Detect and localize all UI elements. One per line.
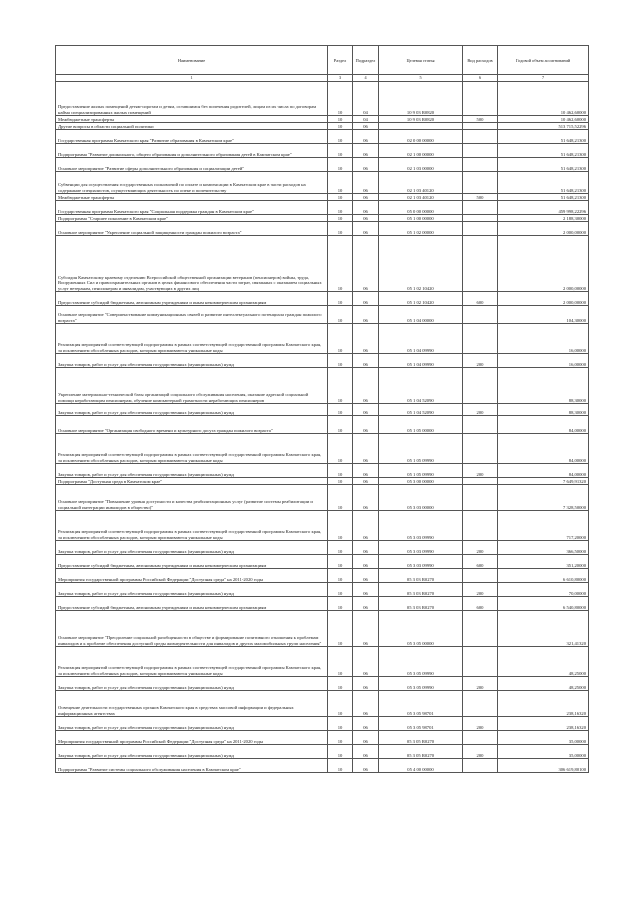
row-expense-type <box>463 611 498 647</box>
row-name: Закупка товаров, работ и услуг для обеспечения государственных (муниципальных) нужд <box>56 464 328 478</box>
row-name: Межбюджетные трансферты <box>56 194 328 201</box>
row-total: 51 648,21300 <box>498 194 589 201</box>
row-name: Укрепление материально-технической базы организаций социального обслуживания населения, оказание адресной социальной помощи неработающим пенсионерам, обучение компьютерной грамотности неработающих пенсионеров <box>56 368 328 404</box>
row-total: 10 462,60000 <box>498 82 589 116</box>
column-number: 1 <box>56 75 328 82</box>
row-total: 238,16320 <box>498 717 589 731</box>
row-subsection: 06 <box>353 368 379 404</box>
row-name: Закупка товаров, работ и услуг для обеспечения государственных (муниципальных) нужд <box>56 745 328 759</box>
row-expense-type <box>463 416 498 434</box>
row-name: Основное мероприятие "Повышение уровня доступности и качества реабилитационных услуг (развитие системы реабилитации и социальной интеграции инвалидов в общество)" <box>56 485 328 511</box>
row-section: 10 <box>328 172 353 194</box>
row-subsection: 06 <box>353 324 379 354</box>
header-subsection: Подраздел <box>353 46 379 75</box>
row-subsection: 06 <box>353 677 379 691</box>
row-name: Закупка товаров, работ и услуг для обеспечения государственных (муниципальных) нужд <box>56 677 328 691</box>
table-row <box>56 215 589 222</box>
table-row <box>56 759 589 773</box>
row-subsection: 06 <box>353 236 379 292</box>
row-total: 88,30000 <box>498 368 589 404</box>
row-name: Межбюджетные трансферты <box>56 116 328 123</box>
row-target-article: 05 1 04 52090 <box>379 404 463 416</box>
row-subsection: 06 <box>353 485 379 511</box>
row-name: Подпрограмма "Развитие дошкольного, общего образования и дополнительного образования детей в Камчатском крае" <box>56 144 328 158</box>
row-section: 10 <box>328 368 353 404</box>
table-row <box>56 555 589 569</box>
row-target-article: 05 1 04 00000 <box>379 306 463 324</box>
row-expense-type: 500 <box>463 194 498 201</box>
row-target-article: 05 1 02 10420 <box>379 292 463 306</box>
column-number: 5 <box>379 75 463 82</box>
row-name: Основное мероприятие "Развитие сферы дополнительного образования и социализации детей" <box>56 158 328 172</box>
row-subsection: 06 <box>353 691 379 717</box>
row-total: 2 000,00000 <box>498 222 589 236</box>
row-target-article: 05 3 03 09990 <box>379 511 463 541</box>
header-target-article: Целевая статья <box>379 46 463 75</box>
row-total: 366,50000 <box>498 541 589 555</box>
table-row <box>56 324 589 354</box>
row-target-article: 10 9 03 R0820 <box>379 116 463 123</box>
row-name: Закупка товаров, работ и услуг для обеспечения государственных (муниципальных) нужд <box>56 404 328 416</box>
row-name: Субвенции для осуществления государственных полномочий по оплате и компенсации в Камчатском крае в части расходов на содержание специалистов, осуществляющих деятельность по опеке и попечительству <box>56 172 328 194</box>
budget-table <box>55 45 589 773</box>
row-name: Мероприятия государственной программы Российской Федерации "Доступная среда" на 2011-2020 годы <box>56 569 328 583</box>
row-subsection: 06 <box>353 745 379 759</box>
row-name: Реализация мероприятий соответствующей подпрограммы в рамках соответствующей государственной программы Камчатского края, за исключением обособленных расходов, которым присваиваются уникальные коды <box>56 511 328 541</box>
row-subsection: 06 <box>353 201 379 215</box>
row-subsection: 06 <box>353 555 379 569</box>
row-total: 48,25000 <box>498 647 589 677</box>
row-total: 7 649,91320 <box>498 478 589 485</box>
row-target-article <box>379 123 463 130</box>
row-subsection: 06 <box>353 759 379 773</box>
table-row <box>56 222 589 236</box>
row-subsection: 06 <box>353 292 379 306</box>
row-target-article: 05 4 00 00000 <box>379 759 463 773</box>
row-name: Основное мероприятие "Совершенствование коммуникационных связей и развитие интеллектуального потенциала граждан пожилого возраста" <box>56 306 328 324</box>
row-section: 10 <box>328 583 353 597</box>
row-section: 10 <box>328 434 353 464</box>
row-expense-type <box>463 569 498 583</box>
row-target-article: 05 1 02 00000 <box>379 222 463 236</box>
row-section: 10 <box>328 144 353 158</box>
row-section: 10 <box>328 611 353 647</box>
row-section: 10 <box>328 485 353 511</box>
table-row <box>56 597 589 611</box>
row-total: 513 715,52296 <box>498 123 589 130</box>
row-total: 84,00000 <box>498 416 589 434</box>
row-section: 10 <box>328 130 353 144</box>
row-expense-type <box>463 82 498 116</box>
row-target-article: 02 1 03 40120 <box>379 172 463 194</box>
row-subsection: 06 <box>353 583 379 597</box>
row-total: 35,00000 <box>498 745 589 759</box>
row-name: Основное мероприятие "Укрепление социальной защищенности граждан пожилого возраста" <box>56 222 328 236</box>
row-total: 459 998,22296 <box>498 201 589 215</box>
row-expense-type <box>463 130 498 144</box>
row-name: Другие вопросы в области социальной политики <box>56 123 328 130</box>
row-total: 51 648,21300 <box>498 130 589 144</box>
row-subsection: 06 <box>353 215 379 222</box>
row-target-article: 05 3 03 R0270 <box>379 597 463 611</box>
row-section: 10 <box>328 201 353 215</box>
row-name: Освещение деятельности государственных органов Камчатского края в средствах массовой информации и федеральных информационных агентствах <box>56 691 328 717</box>
column-number: 6 <box>463 75 498 82</box>
table-row <box>56 158 589 172</box>
row-subsection: 06 <box>353 717 379 731</box>
table-row <box>56 130 589 144</box>
row-section: 10 <box>328 222 353 236</box>
row-expense-type <box>463 691 498 717</box>
row-name: Закупка товаров, работ и услуг для обеспечения государственных (муниципальных) нужд <box>56 354 328 368</box>
row-expense-type <box>463 201 498 215</box>
row-target-article: 05 3 05 09990 <box>379 647 463 677</box>
table-row <box>56 82 589 116</box>
row-total: 51 648,21300 <box>498 144 589 158</box>
header-total: Годовой объем ассигнований <box>498 46 589 75</box>
row-total: 70,00000 <box>498 583 589 597</box>
row-expense-type <box>463 144 498 158</box>
row-section: 10 <box>328 759 353 773</box>
table-row <box>56 368 589 404</box>
table-row <box>56 434 589 464</box>
row-subsection: 06 <box>353 611 379 647</box>
row-total: 321,41320 <box>498 611 589 647</box>
table-row <box>56 677 589 691</box>
column-number: 7 <box>498 75 589 82</box>
table-row <box>56 464 589 478</box>
row-target-article: 05 3 00 00000 <box>379 478 463 485</box>
row-section: 10 <box>328 324 353 354</box>
row-expense-type: 200 <box>463 745 498 759</box>
row-expense-type <box>463 647 498 677</box>
column-number: 3 <box>328 75 353 82</box>
row-target-article: 05 3 03 R0270 <box>379 583 463 597</box>
row-section: 10 <box>328 677 353 691</box>
row-subsection: 04 <box>353 82 379 116</box>
column-number-row <box>56 75 589 82</box>
row-target-article: 02 1 03 40120 <box>379 194 463 201</box>
table-row <box>56 511 589 541</box>
row-subsection: 06 <box>353 597 379 611</box>
row-section: 10 <box>328 731 353 745</box>
row-section: 10 <box>328 511 353 541</box>
row-section: 10 <box>328 478 353 485</box>
row-name: Предоставление субсидий бюджетным, автономным учреждениям и иным некоммерческим организациям <box>56 555 328 569</box>
row-target-article: 10 9 03 R0820 <box>379 82 463 116</box>
row-expense-type <box>463 306 498 324</box>
row-name: Реализация мероприятий соответствующей подпрограммы в рамках соответствующей государственной программы Камчатского края, за исключением обособленных расходов, которым присваиваются уникальные коды <box>56 647 328 677</box>
row-section: 10 <box>328 647 353 677</box>
row-section: 10 <box>328 123 353 130</box>
table-row <box>56 745 589 759</box>
row-name: Государственная программа Камчатского края "Развитие образования в Камчатском крае" <box>56 130 328 144</box>
row-target-article: 05 1 04 09990 <box>379 354 463 368</box>
row-total: 238,16320 <box>498 691 589 717</box>
row-expense-type <box>463 215 498 222</box>
row-name: Основное мероприятие "Организация свободного времени и культурного досуга граждан пожилого возраста" <box>56 416 328 434</box>
row-subsection: 06 <box>353 731 379 745</box>
row-name: Субсидия Камчатскому краевому отделению Всероссийской общественной организации ветеранов (пенсионеров) войны, труда, Вооруженных Сил и правоохранительных органов в целях финансового обеспечения части затрат, связанных с оказанием социальных услуг ветеранам, пенсионерам и инвалидам, участвующих в других лиц <box>56 236 328 292</box>
row-section: 10 <box>328 569 353 583</box>
row-expense-type <box>463 485 498 511</box>
row-total: 717,20000 <box>498 511 589 541</box>
row-section: 10 <box>328 541 353 555</box>
row-target-article: 02 0 00 00000 <box>379 130 463 144</box>
row-section: 10 <box>328 404 353 416</box>
row-name: Предоставление жилых помещений детям-сиротам и детям, оставшимся без попечения родителей, лицам из их числа по договорам найма специализированных жилых помещений <box>56 82 328 116</box>
table-row <box>56 541 589 555</box>
row-target-article: 05 3 05 09990 <box>379 677 463 691</box>
row-section: 10 <box>328 82 353 116</box>
row-name: Основное мероприятие "Преодоление социальной разобщенности в обществе и формирование позитивного отношения к проблемам инвалидов и к проблеме обеспечения доступной среды жизнедеятельности для инвалидов и других маломобильных групп населения" <box>56 611 328 647</box>
table-header-row <box>56 46 589 75</box>
table-row <box>56 611 589 647</box>
row-expense-type: 200 <box>463 404 498 416</box>
column-number: 4 <box>353 75 379 82</box>
table-row <box>56 485 589 511</box>
row-name: Государственная программа Камчатского края "Социальная поддержка граждан в Камчатском крае" <box>56 201 328 215</box>
row-name: Закупка товаров, работ и услуг для обеспечения государственных (муниципальных) нужд <box>56 583 328 597</box>
row-expense-type <box>463 368 498 404</box>
table-row <box>56 194 589 201</box>
row-expense-type <box>463 222 498 236</box>
row-subsection: 06 <box>353 434 379 464</box>
row-expense-type <box>463 324 498 354</box>
row-expense-type: 200 <box>463 464 498 478</box>
row-name: Подпрограмма "Старшее поколение в Камчатском крае" <box>56 215 328 222</box>
row-total: 51 648,21300 <box>498 158 589 172</box>
row-target-article: 05 1 05 09990 <box>379 464 463 478</box>
row-expense-type <box>463 123 498 130</box>
row-target-article: 05 1 05 00000 <box>379 416 463 434</box>
row-name: Предоставление субсидий бюджетным, автономным учреждениям и иным некоммерческим организациям <box>56 597 328 611</box>
row-section: 10 <box>328 116 353 123</box>
row-total: 84,00000 <box>498 434 589 464</box>
row-subsection: 06 <box>353 354 379 368</box>
row-total: 16,00000 <box>498 354 589 368</box>
table-row <box>56 144 589 158</box>
row-total: 51 648,21300 <box>498 172 589 194</box>
row-expense-type <box>463 478 498 485</box>
table-row <box>56 691 589 717</box>
row-expense-type <box>463 759 498 773</box>
row-name: Подпрограмма "Развитие системы социального обслуживания населения в Камчатском крае" <box>56 759 328 773</box>
row-target-article: 05 1 04 09990 <box>379 324 463 354</box>
row-total: 16,00000 <box>498 324 589 354</box>
row-expense-type: 200 <box>463 541 498 555</box>
row-total: 48,25000 <box>498 677 589 691</box>
table-row <box>56 647 589 677</box>
row-target-article: 05 0 00 00000 <box>379 201 463 215</box>
row-expense-type <box>463 172 498 194</box>
row-subsection: 06 <box>353 569 379 583</box>
row-target-article: 05 3 03 R0270 <box>379 569 463 583</box>
row-expense-type: 500 <box>463 116 498 123</box>
row-section: 10 <box>328 717 353 731</box>
row-expense-type: 600 <box>463 555 498 569</box>
table-row <box>56 292 589 306</box>
row-target-article: 05 3 05 R0270 <box>379 731 463 745</box>
table-row <box>56 404 589 416</box>
row-subsection: 06 <box>353 158 379 172</box>
row-subsection: 04 <box>353 116 379 123</box>
row-target-article: 05 3 03 00000 <box>379 485 463 511</box>
row-name: Реализация мероприятий соответствующей подпрограммы в рамках соответствующей государственной программы Камчатского края, за исключением обособленных расходов, которым присваиваются уникальные коды <box>56 324 328 354</box>
table-row <box>56 569 589 583</box>
header-expense-type: Вид расходов <box>463 46 498 75</box>
row-expense-type: 600 <box>463 597 498 611</box>
row-expense-type: 200 <box>463 677 498 691</box>
row-expense-type <box>463 236 498 292</box>
row-expense-type <box>463 511 498 541</box>
row-name: Мероприятия государственной программы Российской Федерации "Доступная среда" на 2011-2020 годы <box>56 731 328 745</box>
row-expense-type: 200 <box>463 583 498 597</box>
row-section: 10 <box>328 354 353 368</box>
table-row <box>56 354 589 368</box>
row-section: 10 <box>328 215 353 222</box>
row-target-article: 05 3 03 09990 <box>379 555 463 569</box>
row-name: Подпрограмма "Доступная среда в Камчатском крае" <box>56 478 328 485</box>
row-subsection: 06 <box>353 306 379 324</box>
row-section: 10 <box>328 745 353 759</box>
table-row <box>56 731 589 745</box>
row-section: 10 <box>328 464 353 478</box>
row-subsection: 06 <box>353 144 379 158</box>
row-section: 10 <box>328 306 353 324</box>
row-target-article: 05 3 05 00000 <box>379 611 463 647</box>
table-row <box>56 717 589 731</box>
row-target-article: 05 1 02 10420 <box>379 236 463 292</box>
row-target-article: 02 1 00 00000 <box>379 144 463 158</box>
row-subsection: 06 <box>353 511 379 541</box>
row-section: 10 <box>328 691 353 717</box>
row-total: 351,20000 <box>498 555 589 569</box>
header-name: Наименование <box>56 46 328 75</box>
row-subsection: 06 <box>353 194 379 201</box>
row-expense-type <box>463 158 498 172</box>
row-target-article: 05 3 05 98701 <box>379 691 463 717</box>
row-target-article: 05 1 00 00000 <box>379 215 463 222</box>
table-row <box>56 236 589 292</box>
row-total: 7 328,50000 <box>498 485 589 511</box>
row-target-article: 05 3 05 R0270 <box>379 745 463 759</box>
row-target-article: 05 1 04 52090 <box>379 368 463 404</box>
row-subsection: 06 <box>353 478 379 485</box>
row-section: 10 <box>328 416 353 434</box>
row-target-article: 05 3 03 09990 <box>379 541 463 555</box>
row-total: 35,00000 <box>498 731 589 745</box>
row-total: 306 619,80100 <box>498 759 589 773</box>
row-target-article: 05 3 05 98701 <box>379 717 463 731</box>
row-total: 2 000,00000 <box>498 236 589 292</box>
row-section: 10 <box>328 236 353 292</box>
row-section: 10 <box>328 555 353 569</box>
row-total: 10 462,60000 <box>498 116 589 123</box>
row-total: 6 610,80000 <box>498 569 589 583</box>
row-subsection: 06 <box>353 172 379 194</box>
row-expense-type: 200 <box>463 717 498 731</box>
row-name: Закупка товаров, работ и услуг для обеспечения государственных (муниципальных) нужд <box>56 717 328 731</box>
row-subsection: 06 <box>353 130 379 144</box>
row-subsection: 06 <box>353 416 379 434</box>
row-total: 6 540,80000 <box>498 597 589 611</box>
row-target-article: 05 1 05 09990 <box>379 434 463 464</box>
row-total: 104,30000 <box>498 306 589 324</box>
table-row <box>56 116 589 123</box>
table-row <box>56 583 589 597</box>
table-row <box>56 478 589 485</box>
row-total: 2 000,00000 <box>498 292 589 306</box>
row-target-article: 02 1 03 00000 <box>379 158 463 172</box>
row-section: 10 <box>328 597 353 611</box>
row-expense-type <box>463 434 498 464</box>
row-subsection: 06 <box>353 123 379 130</box>
row-subsection: 06 <box>353 222 379 236</box>
row-name: Реализация мероприятий соответствующей подпрограммы в рамках соответствующей государственной программы Камчатского края, за исключением обособленных расходов, которым присваиваются уникальные коды <box>56 434 328 464</box>
row-subsection: 06 <box>353 541 379 555</box>
row-section: 10 <box>328 194 353 201</box>
row-expense-type: 600 <box>463 292 498 306</box>
row-total: 88,30000 <box>498 404 589 416</box>
row-name: Закупка товаров, работ и услуг для обеспечения государственных (муниципальных) нужд <box>56 541 328 555</box>
table-row <box>56 416 589 434</box>
row-section: 10 <box>328 158 353 172</box>
row-section: 10 <box>328 292 353 306</box>
row-subsection: 06 <box>353 404 379 416</box>
row-name: Предоставление субсидий бюджетным, автономным учреждениям и иным некоммерческим организациям <box>56 292 328 306</box>
row-subsection: 06 <box>353 464 379 478</box>
row-total: 2 188,30000 <box>498 215 589 222</box>
table-row <box>56 306 589 324</box>
table-row <box>56 123 589 130</box>
header-section: Раздел <box>328 46 353 75</box>
row-expense-type <box>463 731 498 745</box>
row-expense-type: 200 <box>463 354 498 368</box>
row-subsection: 06 <box>353 647 379 677</box>
row-total: 84,00000 <box>498 464 589 478</box>
table-row <box>56 201 589 215</box>
table-row <box>56 172 589 194</box>
